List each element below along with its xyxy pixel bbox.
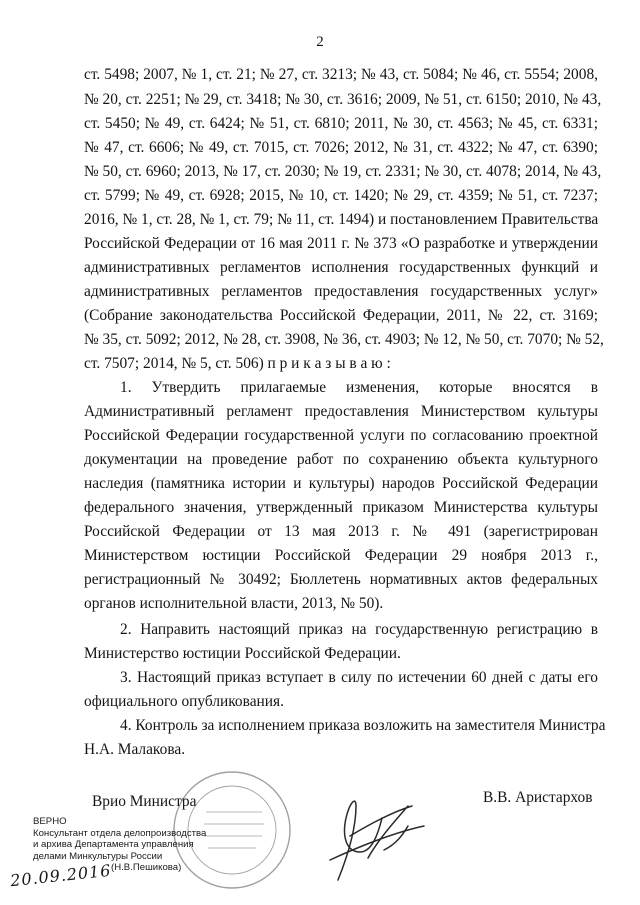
certify-line: Консультант отдела делопроизводства (33, 827, 207, 839)
body-line: ст. 5799; № 49, ст. 6928; 2015, № 10, ст. 1420; № 29, ст. 4359; № 51, ст. 7237; (84, 187, 598, 204)
body-line: № 50, ст. 6960; 2013, № 17, ст. 2030; № 19, ст. 2331; № 30, ст. 4078; 2014, № 43, (84, 163, 602, 180)
certification-date: 20.09.2016 (9, 860, 113, 891)
paragraph-1-line: Российской Федерации от 13 мая 2013 г. № 491 (зарегистрирован (84, 523, 598, 540)
body-line: № 20, ст. 2251; № 29, ст. 3418; № 30, ст. 3616; 2009, № 51, ст. 6150; 2010, № 43, (84, 91, 602, 108)
paragraph-2-line: Министерство юстиции Российской Федерации. (84, 645, 401, 662)
paragraph-3-line: 3. Настоящий приказ вступает в силу по истечении 60 дней с даты его (120, 669, 598, 686)
certify-line: делами Минкультуры России (33, 850, 163, 862)
body-line: (Собрание законодательства Российской Федерации, 2011, № 22, ст. 3169; (84, 307, 598, 324)
signer-title: Врио Министра (92, 793, 197, 810)
paragraph-1-line: Министерством юстиции Российской Федерации 29 ноября 2013 г., (84, 547, 598, 564)
body-line: № 47, ст. 6606; № 49, ст. 7015, ст. 7026; 2012, № 31, ст. 4322; № 47, ст. 6390; (84, 139, 598, 156)
body-line: ст. 7507; 2014, № 5, ст. 506) п р и к а з ы в а ю : (84, 355, 391, 372)
certify-line: и архива Департамента управления (33, 839, 194, 850)
body-line: Российской Федерации от 16 мая 2011 г. № 373 «О разработке и утверждении (84, 235, 598, 252)
paragraph-1-line: наследия (памятника истории и культуры) народов Российской Федерации (84, 475, 598, 492)
body-line: административных регламентов предоставления государственных услуг» (84, 283, 598, 300)
paragraph-4-line: Н.А. Малакова. (84, 741, 186, 758)
body-line: ст. 5450; № 49, ст. 6424; № 51, ст. 6810; 2011, № 30, ст. 4563; № 45, ст. 6331; (84, 115, 598, 132)
paragraph-2-line: 2. Направить настоящий приказ на государственную регистрацию в (120, 621, 598, 638)
certify-line: ВЕРНО (33, 816, 67, 827)
paragraph-1-line: 1. Утвердить прилагаемые изменения, которые вносятся в (120, 379, 598, 396)
paragraph-1-line: документации на проведение работ по сохранению объекта культурного (84, 451, 598, 468)
signer-name: В.В. Аристархов (483, 789, 593, 806)
paragraph-4-line: 4. Контроль за исполнением приказа возложить на заместителя Министра (120, 717, 606, 734)
paragraph-1-line: органов исполнительной власти, 2013, № 50). (84, 595, 384, 612)
paragraph-1-line: регистрационный № 30492; Бюллетень нормативных актов федеральных (84, 571, 598, 588)
body-line: № 35, ст. 5092; 2012, № 28, ст. 3908, № 36, ст. 4903; № 12, № 50, ст. 7070; № 52, (84, 331, 604, 348)
paragraph-1-line: Административный регламент предоставления Министерством культуры (84, 403, 598, 420)
body-line: административных регламентов исполнения государственных функций и (84, 259, 598, 276)
page-number: 2 (316, 34, 324, 50)
paragraph-1-line: федерального значения, утвержденный приказом Министерства культуры (84, 499, 598, 516)
paragraph-1-line: Российской Федерации государственной услуги по согласованию проектной (84, 427, 598, 444)
handwritten-signature (330, 801, 424, 880)
certify-line: (Н.В.Пешикова) (111, 862, 182, 873)
body-line: 2016, № 1, ст. 28, № 1, ст. 79; № 11, ст. 1494) и постановлением Правительства (84, 211, 599, 228)
body-line: ст. 5498; 2007, № 1, ст. 21; № 27, ст. 3213; № 43, ст. 5084; № 46, ст. 5554; 2008, (84, 66, 598, 83)
paragraph-3-line: официального опубликования. (84, 693, 284, 710)
